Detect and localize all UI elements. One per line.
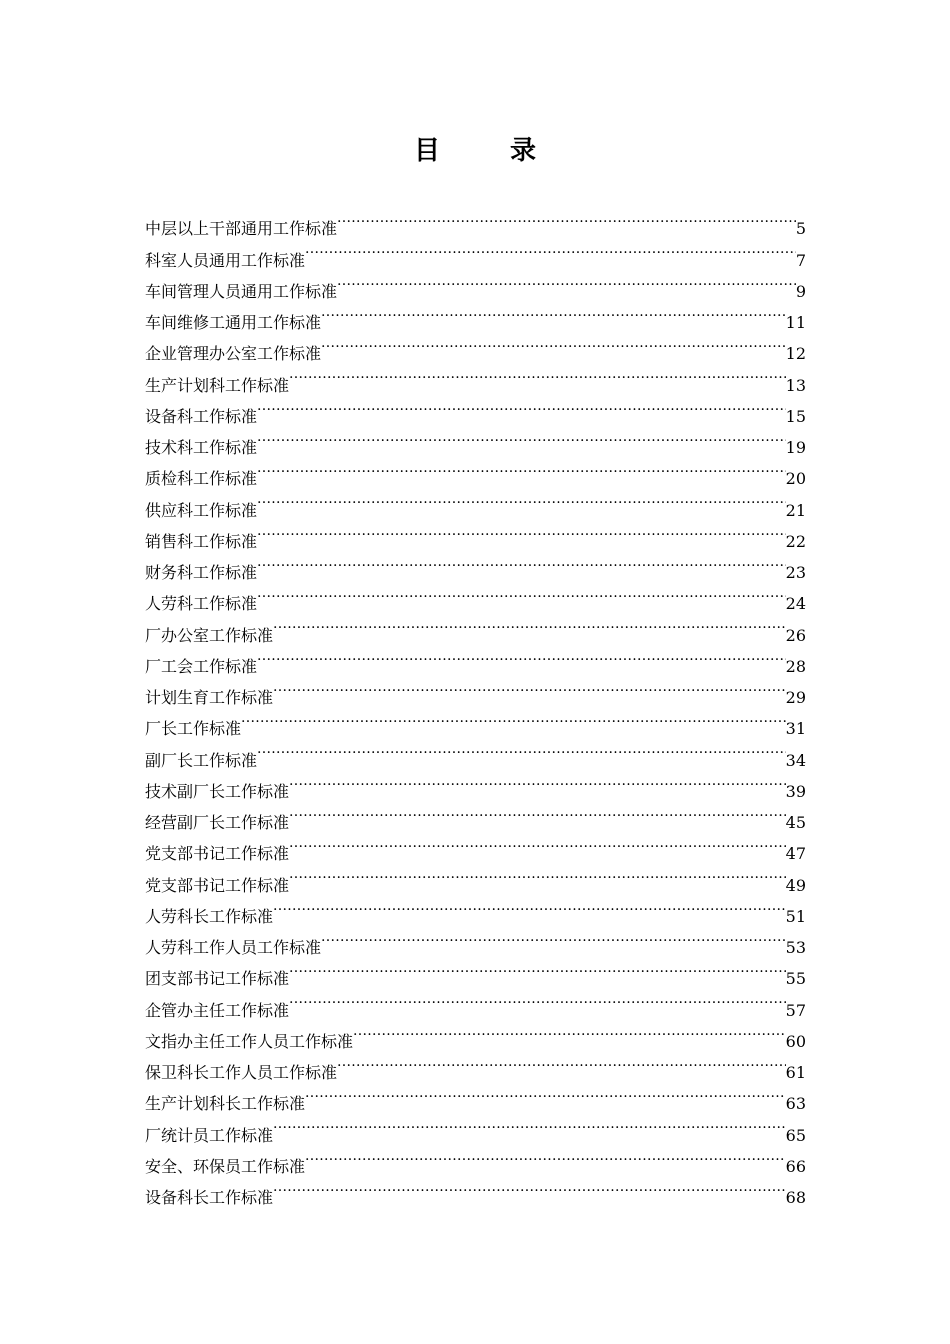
toc-entry-title: 厂办公室工作标准 — [145, 625, 274, 645]
toc-entry-page-number: 22 — [785, 531, 806, 551]
toc-dot-leader — [257, 391, 786, 422]
toc-entry-title: 生产计划科工作标准 — [145, 375, 290, 395]
toc-entry-title: 中层以上干部通用工作标准 — [145, 219, 338, 239]
toc-entry-page-number: 57 — [785, 1000, 806, 1020]
toc-entry-page-number: 11 — [785, 313, 806, 332]
toc-entry-title: 人劳科工作标准 — [145, 594, 258, 614]
toc-entry-title: 技术副厂长工作标准 — [145, 781, 290, 801]
toc-entry-title: 供应科工作标准 — [145, 500, 258, 520]
toc-dot-leader — [353, 1016, 786, 1047]
toc-dot-leader — [289, 828, 786, 859]
toc-dot-leader — [257, 734, 786, 765]
toc-entry-title: 经营副厂长工作标准 — [145, 813, 290, 832]
toc-entry-page-number: 15 — [785, 406, 806, 426]
toc-entry-title: 技术科工作标准 — [145, 438, 258, 457]
toc-dot-leader — [241, 703, 786, 734]
toc-dot-leader — [257, 641, 786, 672]
toc-dot-leader — [289, 359, 786, 390]
toc-entry-page-number: 39 — [785, 781, 806, 801]
toc-entry-title: 科室人员通用工作标准 — [145, 250, 306, 270]
toc-entry-page-number: 45 — [785, 813, 806, 832]
toc-entry-title: 厂工会工作标准 — [145, 656, 258, 676]
toc-dot-leader — [321, 297, 786, 328]
toc-dot-leader — [273, 609, 786, 640]
toc-dot-leader — [289, 953, 786, 984]
toc-entry-title: 厂统计员工作标准 — [145, 1125, 274, 1145]
toc-entry-page-number: 68 — [785, 1188, 806, 1207]
toc-entry-title: 厂长工作标准 — [145, 719, 242, 739]
toc-entry-page-number: 55 — [785, 969, 806, 989]
toc-entry-title: 企业管理办公室工作标准 — [145, 344, 322, 364]
toc-entry-page-number: 7 — [795, 250, 806, 270]
toc-entry-title: 车间管理人员通用工作标准 — [145, 281, 338, 301]
toc-entry-title: 车间维修工通用工作标准 — [145, 313, 322, 332]
toc-dot-leader — [257, 578, 786, 609]
toc-entry-page-number: 5 — [795, 219, 806, 239]
toc-dot-leader — [289, 766, 786, 797]
toc-entry-page-number: 63 — [785, 1094, 806, 1114]
toc-entry-page-number: 29 — [785, 688, 806, 707]
toc-entry-page-number: 28 — [785, 656, 806, 676]
toc-dot-leader — [337, 266, 796, 297]
toc-entry-page-number: 9 — [795, 281, 806, 301]
toc-entry-title: 生产计划科长工作标准 — [145, 1094, 306, 1114]
toc-entry-title: 销售科工作标准 — [145, 531, 258, 551]
toc-entry-page-number: 60 — [785, 1031, 806, 1051]
toc-entry-page-number: 61 — [785, 1063, 806, 1082]
toc-dot-leader — [257, 547, 786, 578]
toc-entry-page-number: 12 — [785, 344, 806, 364]
toc-entry-title: 质检科工作标准 — [145, 469, 258, 489]
toc-dot-leader — [257, 516, 786, 547]
title-char-2: 录 — [510, 136, 537, 166]
toc-entry-title: 党支部书记工作标准 — [145, 844, 290, 864]
toc-entry-page-number: 19 — [785, 438, 806, 457]
toc-dot-leader — [337, 203, 796, 234]
toc-entry[interactable] — [145, 734, 806, 770]
toc-entry-page-number: 65 — [785, 1125, 806, 1145]
toc-entry-title: 人劳科长工作标准 — [145, 906, 274, 926]
toc-dot-leader — [257, 422, 786, 453]
toc-dot-leader — [337, 1047, 786, 1078]
toc-entry-page-number: 66 — [785, 1156, 806, 1176]
toc-entry-title: 安全、环保员工作标准 — [145, 1156, 306, 1176]
toc-entry[interactable] — [145, 703, 806, 739]
toc-entry-title: 文指办主任工作人员工作标准 — [145, 1031, 354, 1051]
toc-entry-title: 党支部书记工作标准 — [145, 875, 290, 895]
toc-entry-title: 财务科工作标准 — [145, 563, 258, 582]
toc-dot-leader — [273, 891, 786, 922]
toc-entry-page-number: 21 — [785, 500, 806, 520]
toc-entry-title: 企管办主任工作标准 — [145, 1000, 290, 1020]
toc-entry[interactable] — [145, 203, 806, 239]
toc-dot-leader — [305, 1078, 786, 1109]
toc-entry-title: 设备科工作标准 — [145, 406, 258, 426]
toc-dot-leader — [257, 484, 786, 515]
toc-dot-leader — [321, 922, 786, 953]
toc-dot-leader — [289, 984, 786, 1015]
toc-entry-title: 设备科长工作标准 — [145, 1188, 274, 1207]
page-title — [0, 134, 950, 168]
toc-dot-leader — [257, 453, 786, 484]
toc-entry-title: 副厂长工作标准 — [145, 750, 258, 770]
toc-dot-leader — [273, 672, 786, 703]
table-of-contents — [145, 203, 806, 1207]
toc-entry-page-number: 49 — [785, 875, 806, 895]
toc-entry-title: 团支部书记工作标准 — [145, 969, 290, 989]
toc-dot-leader — [289, 797, 786, 828]
toc-entry-title: 计划生育工作标准 — [145, 688, 274, 707]
toc-entry-page-number: 24 — [785, 594, 806, 614]
toc-entry-page-number: 13 — [785, 375, 806, 395]
toc-dot-leader — [273, 1109, 786, 1140]
toc-entry-page-number: 23 — [785, 563, 806, 582]
toc-dot-leader — [289, 859, 786, 890]
title-char-1: 目 — [413, 136, 440, 166]
toc-entry-page-number: 31 — [785, 719, 806, 739]
toc-entry-title: 保卫科长工作人员工作标准 — [145, 1063, 338, 1082]
toc-dot-leader — [321, 328, 786, 359]
toc-entry-page-number: 51 — [785, 906, 806, 926]
toc-entry-title: 人劳科工作人员工作标准 — [145, 938, 322, 957]
toc-dot-leader — [305, 1141, 786, 1172]
toc-dot-leader — [273, 1172, 786, 1203]
toc-entry-page-number: 53 — [785, 938, 806, 957]
toc-entry-page-number: 34 — [785, 750, 806, 770]
toc-entry-page-number: 26 — [785, 625, 806, 645]
toc-entry-page-number: 47 — [785, 844, 806, 864]
toc-dot-leader — [305, 234, 796, 265]
toc-entry-page-number: 20 — [785, 469, 806, 489]
